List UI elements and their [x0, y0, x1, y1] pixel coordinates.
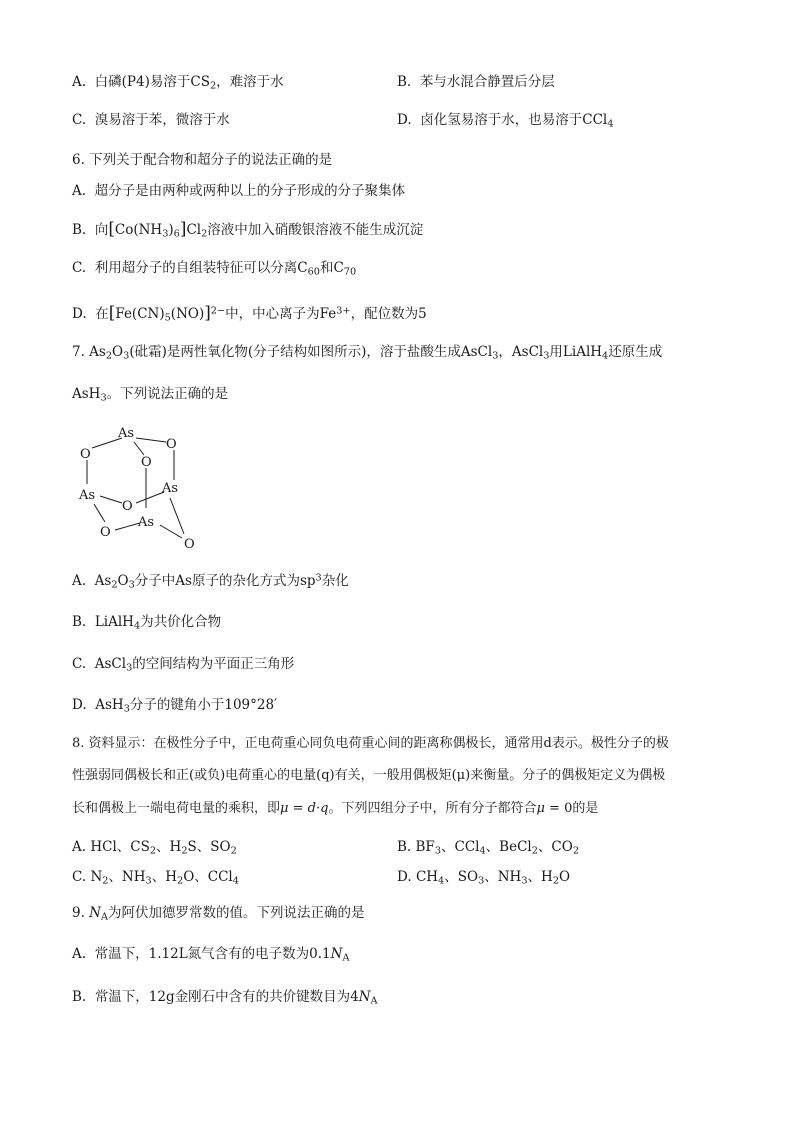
atom-as: As [162, 481, 179, 496]
atom-o: O [141, 455, 152, 470]
q7-stem-line2: AsH$_3$。下列说法正确的是 [72, 386, 229, 404]
q8-option-c: C. $N_2$、$NH_3$、$H_2O$、CCl$_4$ [72, 869, 239, 887]
atom-as: As [118, 426, 135, 441]
q7-option-d: D. AsH$_3$分子的键角小于109°28′ [72, 697, 278, 715]
q7-option-c: C. AsCl$_3$的空间结构为平面正三角形 [72, 656, 295, 674]
q9-stem: 9. $N_A$为阿伏加德罗常数的值。下列说法正确的是 [72, 905, 365, 923]
q5-option-b: B. 苯与水混合静置后分层 [397, 74, 555, 90]
as2o3-structure-figure [70, 418, 210, 558]
atom-o: O [80, 447, 91, 462]
atom-o: O [166, 437, 177, 452]
q7-stem-line1: 7. $As_2O_3$(砒霜)是两性氧化物(分子结构如图所示)，溶于盐酸生成AsCl$_3$，AsCl$_3$用LiAlH$_4$还原生成 [72, 344, 663, 362]
q9-option-a: A. 常温下，1.12L氮气含有的电子数为$0.1N_A$ [72, 946, 350, 964]
atom-as: As [138, 515, 155, 530]
q8-stem-line1: 8. 资料显示：在极性分子中，正电荷重心同负电荷重心间的距离称偶极长，通常用d表示。极性分子的极 [72, 736, 669, 751]
q8-option-b: B. $BF_3$、CCl$_4$、BeCl$_2$、$CO_2$ [397, 839, 580, 857]
q6-option-c: C. 利用超分子的自组装特征可以分离$C_{60}$和$C_{70}$ [72, 260, 357, 278]
q6-option-a: A. 超分子是由两种或两种以上的分子形成的分子聚集体 [72, 183, 406, 199]
q6-stem: 6. 下列关于配合物和超分子的说法正确的是 [72, 152, 333, 168]
q9-option-b: B. 常温下，12g金刚石中含有的共价键数目为$4N_A$ [72, 989, 378, 1007]
atom-o: O [122, 499, 133, 514]
atom-o: O [100, 525, 111, 540]
q5-option-d: D. 卤化氢易溶于水，也易溶于CCl$_4$ [397, 112, 614, 130]
q7-option-a: A. $As_2O_3$分子中As原子的杂化方式为$sp^3$杂化 [72, 572, 349, 591]
q8-option-d: D. $CH_4$、$SO_3$、$NH_3$、$H_2O$ [397, 869, 571, 887]
q8-stem-line2: 性强弱同偶极长和正(或负)电荷重心的电量(q)有关，一般用偶极矩(μ)来衡量。分子的偶极矩定义为偶极 [72, 768, 666, 783]
atom-as: As [79, 488, 96, 503]
q6-option-b: B. 向$[Co(NH_3)_6]Cl_2$溶液中加入硝酸银溶液不能生成沉淀 [72, 218, 424, 240]
q8-option-a: A. HCl、$CS_2$、$H_2S$、$SO_2$ [72, 839, 237, 857]
q5-option-a: A. 白磷(P4)易溶于$CS_2$，难溶于水 [72, 74, 284, 92]
q7-option-b: B. LiAlH$_4$为共价化合物 [72, 614, 222, 632]
atom-o: O [184, 537, 195, 552]
q6-option-d: D. 在$[Fe(CN)_5(NO)]^{2-}$中，中心离子为$Fe^{3+}$，配位数为5 [72, 302, 427, 324]
q8-stem-line3: 长和偶极上一端电荷电量的乘积，即μ = d·q。下列四组分子中，所有分子都符合μ = 0的是 [72, 801, 599, 816]
q5-option-c: C. 溴易溶于苯，微溶于水 [72, 112, 230, 128]
